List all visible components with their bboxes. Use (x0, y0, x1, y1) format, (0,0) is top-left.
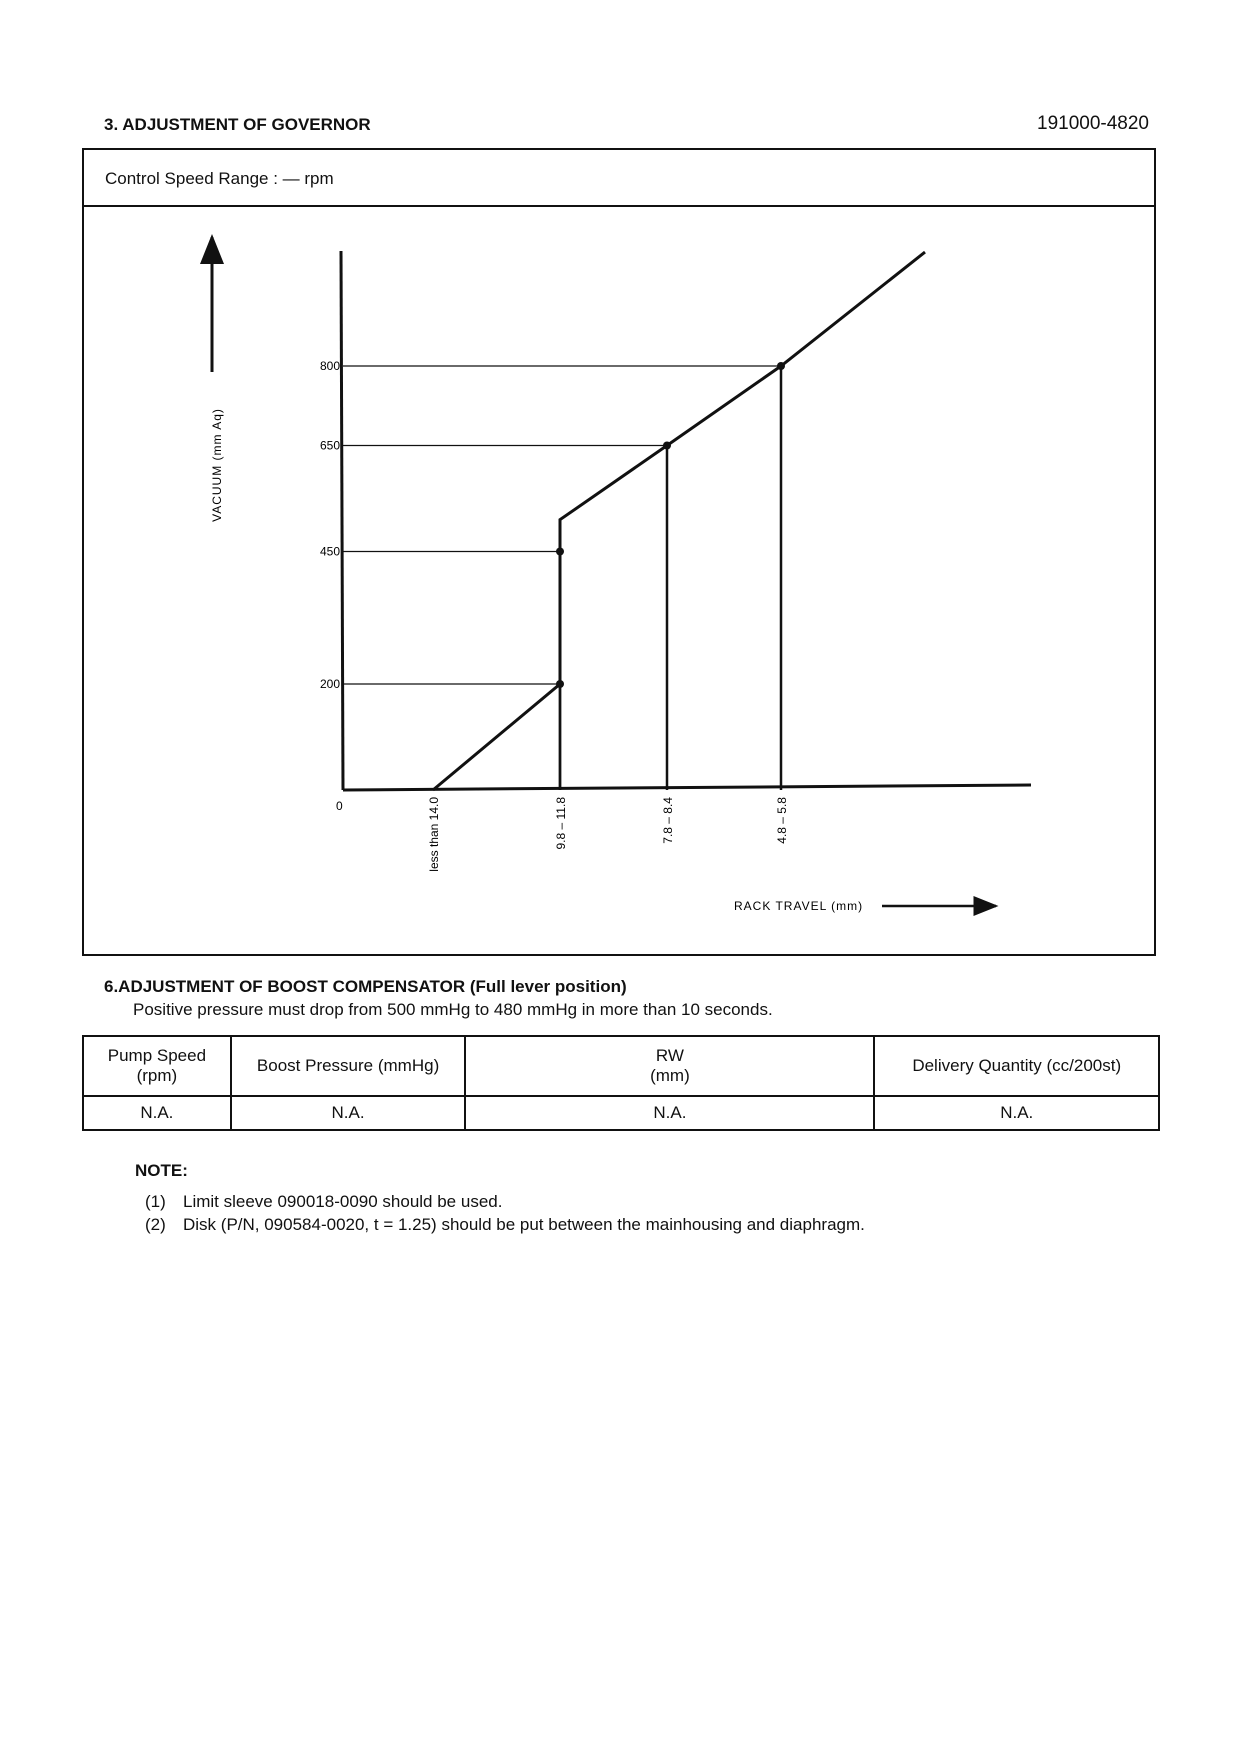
y-tick-label: 200 (319, 677, 340, 691)
note-text: Limit sleeve 090018-0090 should be used. (183, 1192, 503, 1211)
y-tick-label: 800 (319, 359, 340, 373)
table-row (83, 1096, 1159, 1130)
data-point (777, 362, 785, 370)
x-tick-labels (427, 797, 789, 872)
boost-table (82, 1035, 1160, 1131)
col-delivery-quantity: Delivery Quantity (cc/200st) (874, 1036, 1159, 1096)
x-tick-label: 7.8 – 8.4 (661, 797, 675, 844)
note-number: (2) (145, 1215, 166, 1234)
control-speed-range: Control Speed Range : — rpm (84, 150, 1154, 207)
data-point (556, 548, 564, 556)
note-text: Disk (P/N, 090584-0020, t = 1.25) should be put between the mainhousing and diaphragm. (183, 1215, 865, 1234)
note-number: (1) (145, 1192, 166, 1211)
cell-delivery-quantity: N.A. (874, 1096, 1159, 1130)
list-item (145, 1190, 865, 1213)
section-title-boost: 6.ADJUSTMENT OF BOOST COMPENSATOR (Full lever position) (104, 977, 627, 996)
part-number: 191000-4820 (1037, 113, 1149, 134)
x-axis (343, 785, 1031, 790)
y-tick-labels (320, 359, 340, 691)
boost-subtitle: Positive pressure must drop from 500 mmHg to 480 mmHg in more than 10 seconds. (133, 1000, 773, 1019)
governor-box (82, 148, 1156, 956)
y-tick-label: 450 (319, 544, 340, 559)
col-boost-pressure: Boost Pressure (mmHg) (231, 1036, 466, 1096)
list-item (145, 1213, 865, 1236)
col-rw: RW (mm) (465, 1036, 874, 1096)
col-pump-speed: Pump Speed (rpm) (83, 1036, 231, 1096)
x-axis-label: RACK TRAVEL (mm) (734, 899, 864, 913)
governor-chart (84, 207, 1154, 952)
note-list (145, 1190, 865, 1236)
boost-table-header-row (83, 1036, 1159, 1096)
origin-label: 0 (336, 799, 343, 813)
reference-lines (343, 366, 781, 790)
marked-points (556, 362, 785, 688)
data-point (663, 442, 671, 450)
section-title-governor: 3. ADJUSTMENT OF GOVERNOR (104, 115, 371, 134)
cell-pump-speed: N.A. (83, 1096, 231, 1130)
cell-rw: N.A. (465, 1096, 874, 1130)
note-title: NOTE: (135, 1161, 188, 1180)
cell-boost-pressure: N.A. (231, 1096, 466, 1130)
x-tick-label: 4.8 – 5.8 (775, 797, 789, 844)
y-axis (341, 251, 343, 790)
governor-curve (433, 252, 925, 790)
y-tick-label: 650 (319, 438, 340, 453)
data-point (556, 680, 564, 688)
x-tick-label: less than 14.0 (427, 797, 441, 872)
x-tick-label: 9.8 – 11.8 (554, 797, 568, 850)
y-axis-label: VACUUM (mm Aq) (210, 408, 224, 522)
